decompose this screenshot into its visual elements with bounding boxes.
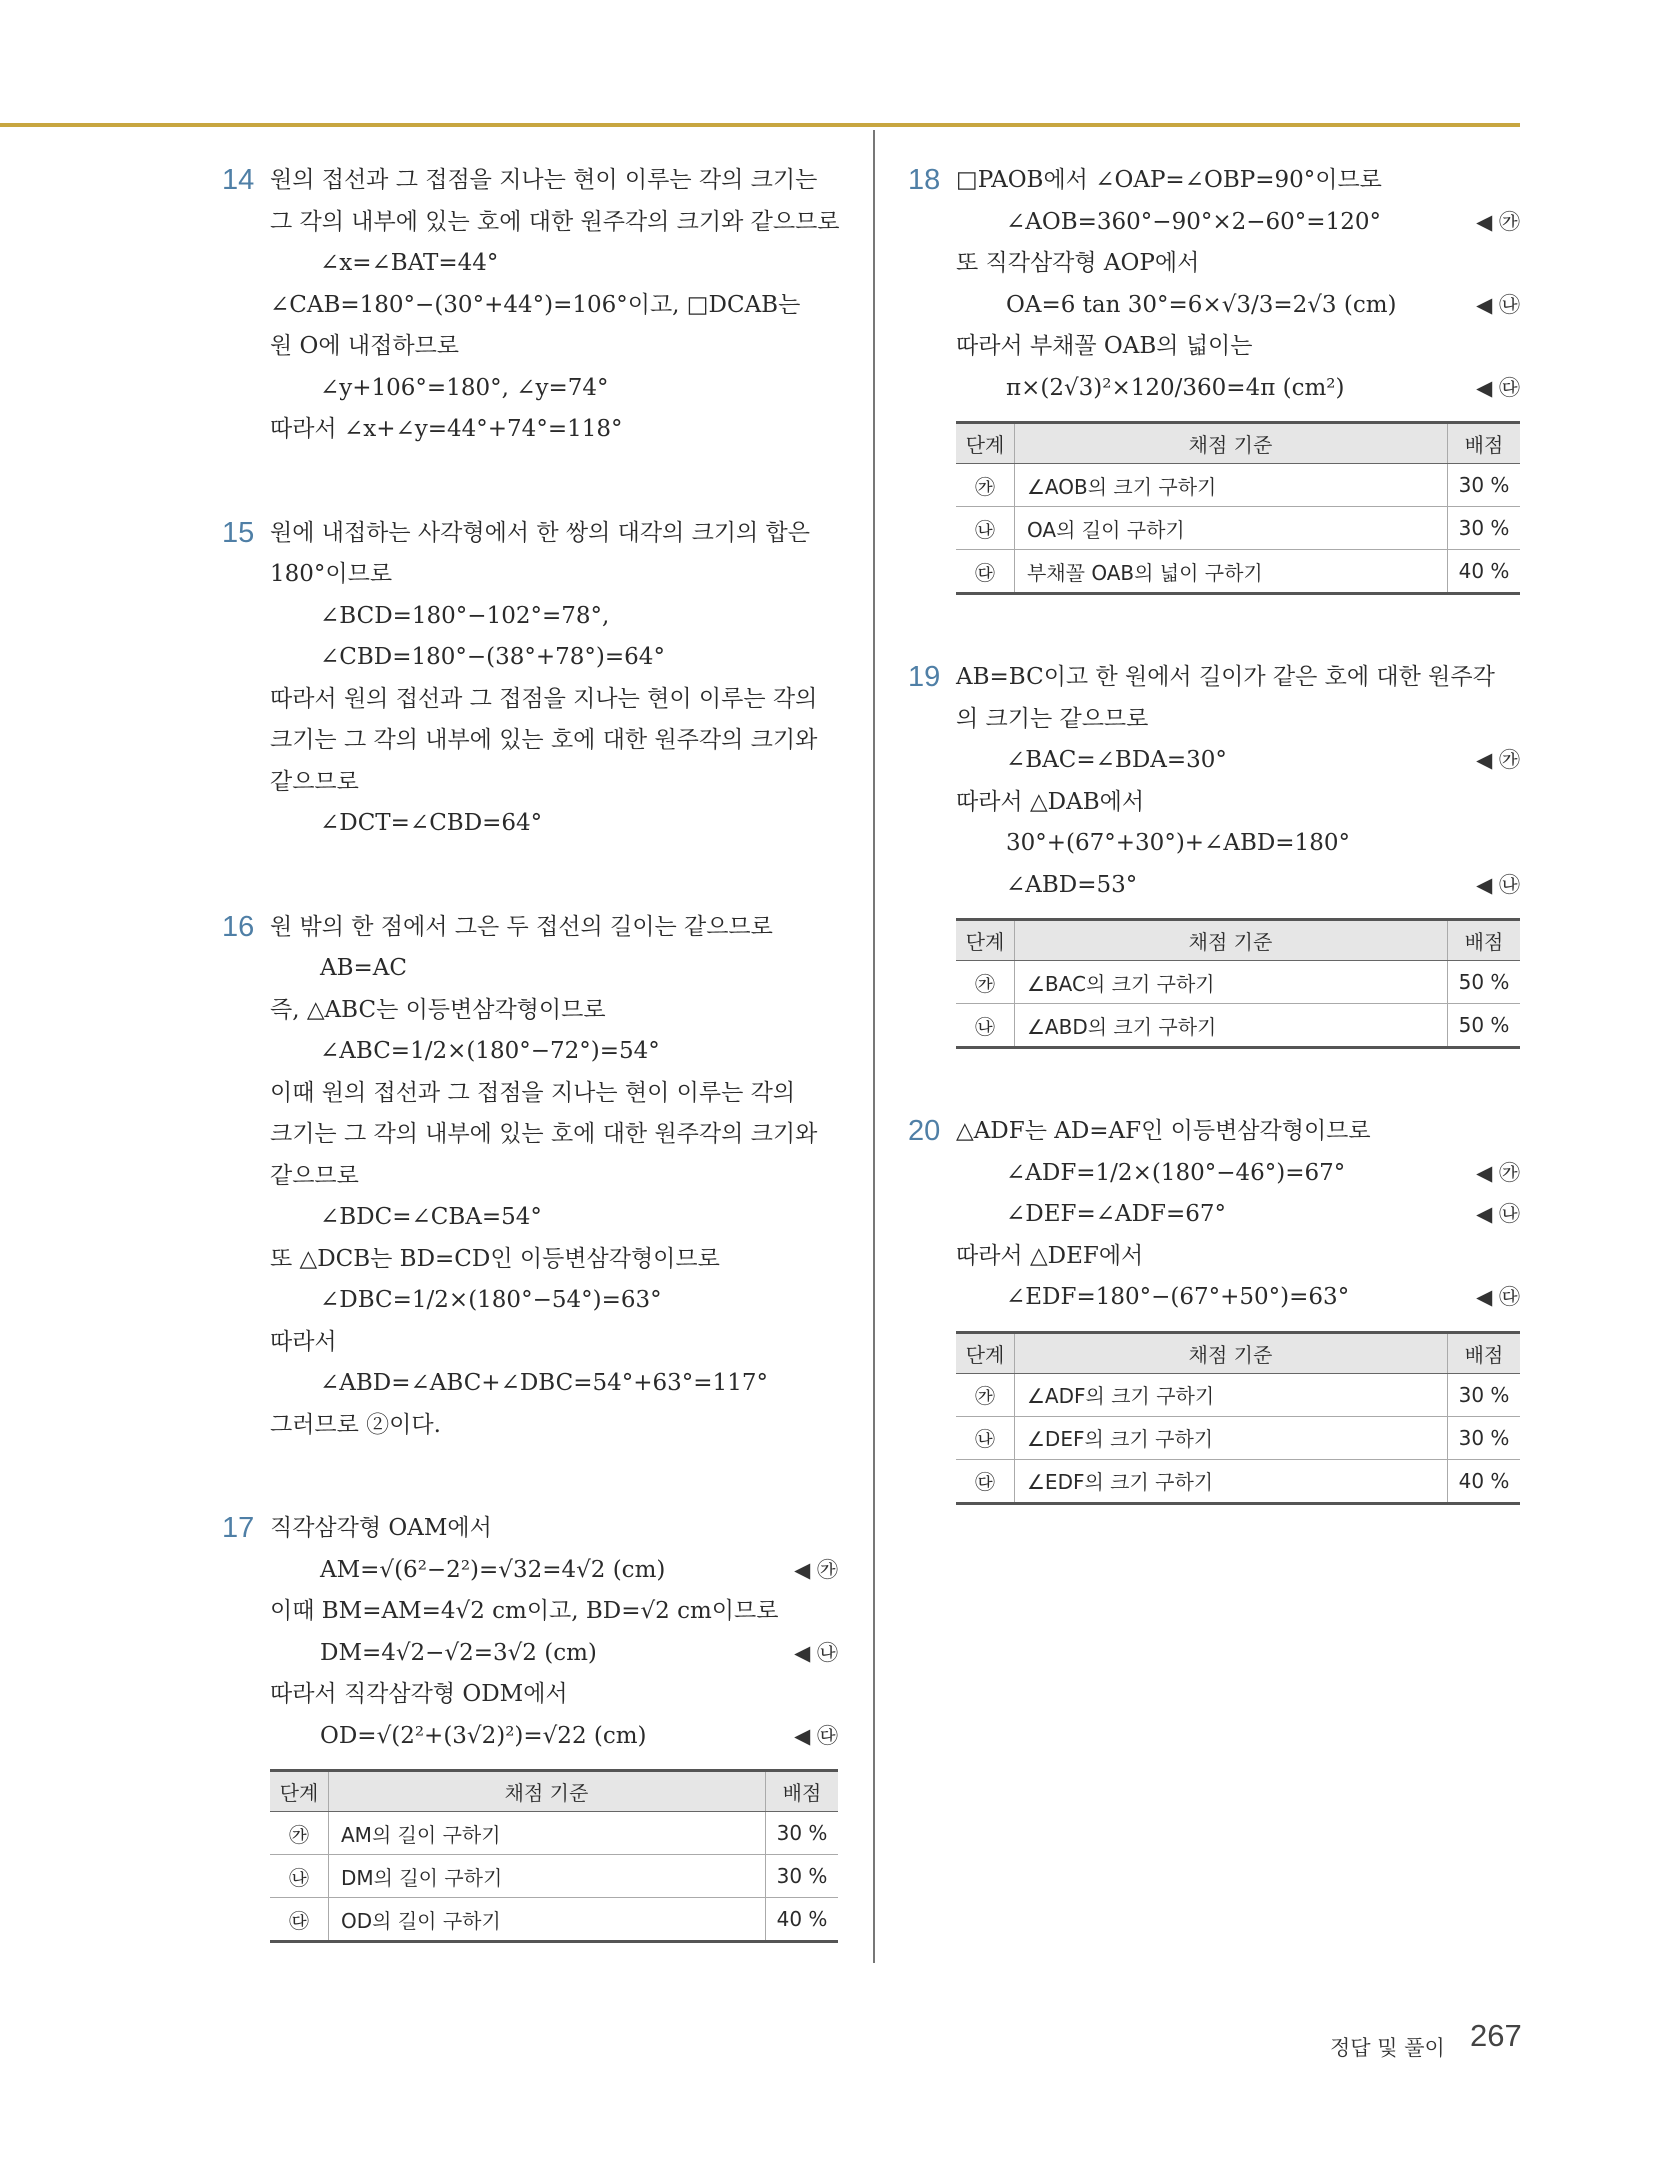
solution-line (270, 1239, 838, 1281)
footer-section-label: 정답 및 풀이 (1330, 2036, 1445, 2060)
criteria-cell: AM의 길이 구하기 (329, 1812, 766, 1855)
solution-text: ∠ABC=1/2×(180°−72°)=54° (320, 1038, 660, 1064)
criteria-cell: 부채꼴 OAB의 넓이 구하기 (1015, 550, 1448, 594)
solution-line (270, 513, 838, 555)
table-row (956, 1004, 1520, 1048)
points-cell: 50 % (1448, 961, 1521, 1004)
solution-text: ∠ABD=53° (1006, 871, 1138, 898)
solution-text: 크기는 그 각의 내부에 있는 호에 대한 원주각의 크기와 (270, 727, 818, 753)
header-points: 배점 (1448, 423, 1521, 464)
solution-line (270, 243, 838, 285)
points-cell: 30 % (1448, 1416, 1521, 1459)
solution-text: 30°+(67°+30°)+∠ABD=180° (1006, 830, 1350, 856)
solution-text: AM=√(6²−2²)=√32=4√2 (cm) (320, 1556, 666, 1583)
solution-text: 따라서 △DEF에서 (956, 1242, 1144, 1269)
solution-text: ∠DEF=∠ADF=67° (1006, 1201, 1227, 1227)
scoring-table (956, 1331, 1520, 1505)
solution-line (956, 657, 1520, 699)
points-cell: 30 % (766, 1855, 839, 1898)
points-cell: 30 % (1448, 1373, 1521, 1416)
solution-line (956, 1194, 1520, 1236)
step-marker: ◀ ㉯ (1476, 872, 1520, 897)
solution-text: 따라서 부채꼴 OAB의 넓이는 (956, 333, 1253, 359)
solution-line (270, 948, 838, 990)
criteria-cell: OA의 길이 구하기 (1015, 507, 1448, 550)
solution-line (956, 1153, 1520, 1195)
table-row (956, 1373, 1520, 1416)
solution-line (270, 202, 838, 244)
table-row (956, 507, 1520, 550)
solution-line (956, 326, 1520, 368)
solution-line (956, 285, 1520, 327)
solution-line (956, 1111, 1520, 1153)
problem-19 (908, 657, 1520, 1049)
solution-text: △ADF는 AD=AF인 이등변삼각형이므로 (956, 1118, 1371, 1144)
solution-line (956, 865, 1520, 907)
criteria-cell: ∠DEF의 크기 구하기 (1015, 1416, 1448, 1459)
solution-text: ∠BCD=180°−102°=78°, (320, 602, 610, 629)
step-marker: ◀ ㉮ (1476, 748, 1520, 772)
solution-line (956, 782, 1520, 824)
solution-line (956, 1236, 1520, 1278)
table-row (956, 550, 1520, 594)
table-row (270, 1812, 838, 1855)
scoring-table (956, 421, 1520, 595)
problem-number: 14 (222, 164, 255, 196)
header-step: 단계 (956, 920, 1015, 961)
solution-line (270, 990, 838, 1032)
solution-line (956, 243, 1520, 285)
solution-line (956, 1277, 1520, 1319)
solution-line (270, 1073, 838, 1115)
scoring-table (270, 1769, 838, 1943)
points-cell: 30 % (766, 1812, 839, 1855)
solution-line (956, 823, 1520, 865)
solution-line (270, 1674, 838, 1716)
step-marker: ◀ ㉰ (1476, 1285, 1520, 1309)
problem-number: 17 (222, 1512, 255, 1544)
solution-line (270, 803, 838, 845)
problem-number: 16 (222, 910, 255, 943)
solution-line (270, 285, 838, 327)
solution-text: 원에 내접하는 사각형에서 한 쌍의 대각의 크기의 합은 (270, 519, 810, 546)
solution-line (270, 596, 838, 638)
solution-line (270, 679, 838, 721)
points-cell: 40 % (776, 1907, 828, 1931)
step-cell: ㉯ (956, 1004, 1015, 1048)
header-criteria: 채점 기준 (329, 1771, 766, 1812)
solution-text: 같으므로 (270, 768, 359, 795)
criteria-cell: ∠AOB의 크기 구하기 (1015, 464, 1448, 507)
solution-text: ∠AOB=360°−90°×2−60°=120° (1006, 208, 1381, 235)
solution-text: 그 각의 내부에 있는 호에 대한 원주각의 크기와 같으므로 (270, 208, 840, 235)
problem-17 (222, 1508, 838, 1943)
step-marker: ◀ ㉮ (794, 1557, 838, 1582)
step-cell: ㉯ (270, 1855, 329, 1898)
header-criteria: 채점 기준 (1015, 423, 1448, 464)
step-marker: ◀ ㉯ (794, 1640, 838, 1665)
solution-text: 즉, △ABC는 이등변삼각형이므로 (270, 996, 606, 1023)
step-cell: ㉯ (956, 1416, 1015, 1459)
solution-line (956, 160, 1520, 202)
solution-text: 원의 접선과 그 접점을 지나는 현이 이루는 각의 크기는 (270, 167, 818, 193)
solution-text: 의 크기는 같으므로 (956, 705, 1149, 732)
solution-text: ∠DCT=∠CBD=64° (320, 810, 543, 836)
header-rule (0, 123, 1520, 127)
solution-text: 따라서 직각삼각형 ODM에서 (270, 1681, 568, 1707)
step-marker: ◀ ㉯ (1476, 292, 1520, 317)
solution-line (270, 1363, 838, 1405)
problem-14 (222, 160, 838, 451)
solution-line (270, 637, 838, 679)
solution-text: π×(2√3)²×120/360=4π (cm²) (1006, 374, 1345, 401)
solution-text: 따라서 원의 접선과 그 접점을 지나는 현이 이루는 각의 (270, 685, 818, 712)
problem-16 (222, 907, 838, 1447)
table-row (956, 961, 1520, 1004)
problem-number: 20 (908, 1115, 941, 1147)
solution-text: OA=6 tan 30°=6×√3/3=2√3 (cm) (1006, 291, 1397, 318)
solution-line (956, 699, 1520, 741)
step-cell: ㉮ (956, 464, 1015, 507)
solution-text: 따라서 (270, 1328, 337, 1355)
step-cell: ㉰ (956, 1459, 1015, 1503)
solution-line (270, 368, 838, 410)
step-cell: ㉰ (270, 1898, 329, 1942)
solution-text: 이때 BM=AM=4√2 cm이고, BD=√2 cm이므로 (270, 1598, 779, 1624)
header-step: 단계 (270, 1771, 329, 1812)
solution-line (270, 1405, 838, 1447)
solution-text: 180°이므로 (270, 561, 393, 587)
step-marker: ◀ ㉰ (1476, 375, 1520, 400)
points-cell: 30 % (1448, 464, 1521, 507)
solution-line (270, 1716, 838, 1758)
criteria-cell: ∠BAC의 크기 구하기 (1015, 961, 1448, 1004)
solution-text: AB=BC이고 한 원에서 길이가 같은 호에 대한 원주각 (956, 664, 1495, 690)
problem-number: 18 (908, 164, 941, 196)
solution-line (270, 1550, 838, 1592)
solution-line (270, 762, 838, 804)
solution-text: AB=AC (320, 955, 407, 981)
problem-number: 15 (222, 516, 255, 549)
solution-text: ∠ADF=1/2×(180°−46°)=67° (1006, 1159, 1346, 1186)
header-points: 배점 (1448, 1332, 1521, 1373)
solution-text: ∠CBD=180°−(38°+78°)=64° (320, 644, 665, 670)
table-row (956, 464, 1520, 507)
solution-text: ∠BAC=∠BDA=30° (1006, 747, 1227, 773)
points-cell: 40 % (1458, 1468, 1510, 1493)
solution-text: □PAOB에서 ∠OAP=∠OBP=90°이므로 (956, 167, 1382, 193)
solution-text: ∠DBC=1/2×(180°−54°)=63° (320, 1287, 662, 1313)
solution-line (270, 1280, 838, 1322)
criteria-cell: ∠EDF의 크기 구하기 (1015, 1459, 1448, 1503)
solution-line (270, 1197, 838, 1239)
points-cell: 30 % (1448, 507, 1521, 550)
right-column (908, 160, 1520, 1567)
solution-line (270, 1156, 838, 1198)
criteria-cell: ∠ABD의 크기 구하기 (1015, 1004, 1448, 1048)
solution-text: ∠BDC=∠CBA=54° (320, 1204, 542, 1230)
solution-text: DM=4√2−√2=3√2 (cm) (320, 1639, 597, 1666)
step-cell: ㉯ (956, 507, 1015, 550)
header-points: 배점 (766, 1771, 839, 1812)
solution-text: 따라서 ∠x+∠y=44°+74°=118° (270, 416, 623, 442)
solution-text: OD=√(2²+(3√2)²)=√22 (cm) (320, 1722, 647, 1749)
step-cell: ㉰ (956, 550, 1015, 594)
step-marker: ◀ ㉯ (1476, 1202, 1520, 1226)
solution-text: ∠EDF=180°−(67°+50°)=63° (1006, 1284, 1350, 1310)
solution-text: ∠y+106°=180°, ∠y=74° (320, 374, 609, 401)
solution-text: 또 직각삼각형 AOP에서 (956, 250, 1200, 276)
problem-15 (222, 513, 838, 845)
table-row (270, 1855, 838, 1898)
step-cell: ㉮ (270, 1812, 329, 1855)
scoring-table (956, 918, 1520, 1049)
solution-line (270, 409, 838, 451)
problem-20 (908, 1111, 1520, 1505)
table-row (956, 1459, 1520, 1503)
step-marker: ◀ ㉰ (794, 1723, 838, 1748)
solution-text: 따라서 △DAB에서 (956, 788, 1145, 815)
step-marker: ◀ ㉮ (1476, 1160, 1520, 1185)
solution-text: 또 △DCB는 BD=CD인 이등변삼각형이므로 (270, 1245, 720, 1272)
step-cell: ㉮ (956, 961, 1015, 1004)
solution-line (270, 554, 838, 596)
solution-line (270, 1322, 838, 1364)
solution-text: ∠x=∠BAT=44° (320, 250, 499, 276)
solution-text: 같으므로 (270, 1162, 359, 1189)
solution-line (956, 740, 1520, 782)
solution-text: 크기는 그 각의 내부에 있는 호에 대한 원주각의 크기와 (270, 1121, 818, 1147)
header-criteria: 채점 기준 (1015, 920, 1448, 961)
criteria-cell: DM의 길이 구하기 (329, 1855, 766, 1898)
solution-text: 원 O에 내접하므로 (270, 333, 460, 359)
solution-line (270, 1633, 838, 1675)
solution-text: 직각삼각형 OAM에서 (270, 1515, 492, 1541)
solution-text: 원 밖의 한 점에서 그은 두 접선의 길이는 같으므로 (270, 913, 773, 940)
step-cell: ㉮ (956, 1373, 1015, 1416)
solution-line (270, 1031, 838, 1073)
problem-number: 19 (908, 661, 941, 693)
solution-line (270, 326, 838, 368)
solution-text: ∠ABD=∠ABC+∠DBC=54°+63°=117° (320, 1370, 768, 1396)
criteria-cell: ∠ADF의 크기 구하기 (1015, 1373, 1448, 1416)
solution-line (270, 1114, 838, 1156)
table-row (956, 1416, 1520, 1459)
solution-line (956, 202, 1520, 244)
header-criteria: 채점 기준 (1015, 1332, 1448, 1373)
solution-text: ∠CAB=180°−(30°+44°)=106°이고, □DCAB는 (270, 291, 801, 318)
solution-text: 이때 원의 접선과 그 접점을 지나는 현이 이루는 각의 (270, 1079, 796, 1106)
criteria-cell: OD의 길이 구하기 (329, 1898, 766, 1942)
step-marker: ◀ ㉮ (1476, 209, 1520, 234)
points-cell: 40 % (1458, 559, 1510, 583)
problem-18 (908, 160, 1520, 595)
solution-line (270, 1508, 838, 1550)
header-step: 단계 (956, 1332, 1015, 1373)
column-divider (873, 130, 875, 1963)
solution-line (270, 907, 838, 949)
left-column (222, 160, 838, 2005)
page-number: 267 (1470, 2018, 1522, 2053)
table-row (270, 1898, 838, 1942)
solution-line (956, 368, 1520, 410)
header-step: 단계 (956, 423, 1015, 464)
solution-text: 그러므로 ②이다. (270, 1411, 441, 1438)
points-cell: 50 % (1458, 1013, 1510, 1037)
solution-line (270, 160, 838, 202)
solution-line (270, 1591, 838, 1633)
solution-line (270, 720, 838, 762)
header-points: 배점 (1448, 920, 1521, 961)
